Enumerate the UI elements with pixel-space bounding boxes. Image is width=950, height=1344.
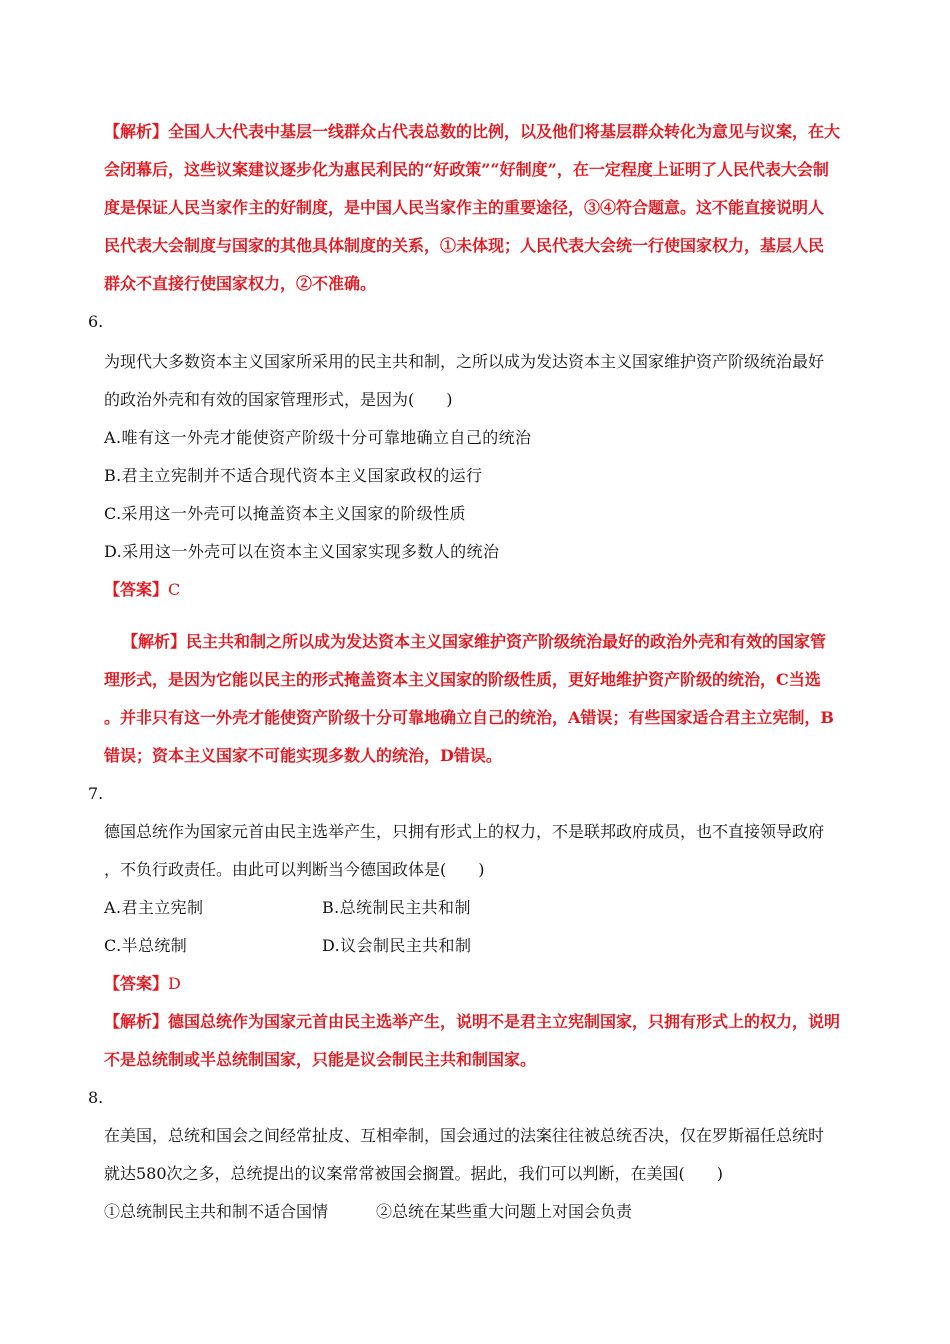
- q8-item-2: ②总统在某些重大问题上对国会负责: [376, 1202, 633, 1221]
- q7-stem-line-1: 德国总统作为国家元首由民主选举产生，只拥有形式上的权力，不是联邦政府成员，也不直接领导政府: [104, 822, 825, 841]
- q5-analysis-line-2: 会闭幕后，这些议案建议逐步化为惠民利民的“好政策”“好制度”，在一定程度上证明了人民代表大会制: [104, 160, 829, 179]
- q6-option-c: C.采用这一外壳可以掩盖资本主义国家的阶级性质: [104, 504, 466, 523]
- q7-option-c: C.半总统制: [104, 936, 188, 955]
- q6-stem-line-2: 的政治外壳和有效的国家管理形式，是因为( ): [104, 390, 453, 409]
- q5-analysis-line-4: 民代表大会制度与国家的其他具体制度的关系，①未体现；人民代表大会统一行使国家权力，基层人民: [104, 236, 825, 255]
- q6-answer: [104, 580, 180, 600]
- answer-value: C: [168, 580, 181, 599]
- q6-option-a: A.唯有这一外壳才能使资产阶级十分可靠地确立自己的统治: [104, 428, 532, 447]
- q6-analysis-line-3: 。并非只有这一外壳才能使资产阶级十分可靠地确立自己的统治，A错误；有些国家适合君主立宪制，B: [104, 708, 834, 727]
- question-number-8: 8.: [88, 1088, 104, 1107]
- q7-answer: [104, 974, 181, 994]
- q7-analysis-line-1: 【解析】德国总统作为国家元首由民主选举产生，说明不是君主立宪制国家，只拥有形式上的权力，说明: [104, 1012, 841, 1031]
- q6-analysis-line-1: 【解析】民主共和制之所以成为发达资本主义国家维护资产阶级统治最好的政治外壳和有效的国家管: [122, 632, 827, 651]
- q6-option-d: D.采用这一外壳可以在资本主义国家实现多数人的统治: [104, 542, 500, 561]
- q7-option-d: D.议会制民主共和制: [322, 936, 472, 955]
- q5-analysis-line-3: 度是保证人民当家作主的好制度，是中国人民当家作主的重要途径，③④符合题意。这不能直接说明人: [104, 198, 825, 217]
- question-number-7: 7.: [88, 784, 104, 803]
- answer-label: 【答案】: [104, 580, 169, 599]
- q6-analysis-line-2: 理形式，是因为它能以民主的形式掩盖资本主义国家的阶级性质，更好地维护资产阶级的统治，C当选: [104, 670, 821, 689]
- q6-analysis-line-4: 错误；资本主义国家不可能实现多数人的统治，D错误。: [104, 746, 502, 765]
- question-number-6: 6.: [88, 312, 104, 331]
- q7-stem-line-2: ，不负行政责任。由此可以判断当今德国政体是( ): [104, 860, 485, 879]
- q7-option-b: B.总统制民主共和制: [322, 898, 471, 917]
- answer-value: D: [168, 974, 181, 993]
- q6-stem-line-1: 为现代大多数资本主义国家所采用的民主共和制，之所以成为发达资本主义国家维护资产阶级统治最好: [104, 352, 825, 371]
- q7-option-a: A.君主立宪制: [104, 898, 204, 917]
- q7-analysis-line-2: 不是总统制或半总统制国家，只能是议会制民主共和制国家。: [104, 1050, 537, 1069]
- q5-analysis-line-1: 【解析】全国人大代表中基层一线群众占代表总数的比例，以及他们将基层群众转化为意见与议案，在大: [104, 122, 841, 141]
- q5-analysis-line-5: 群众不直接行使国家权力，②不准确。: [104, 274, 377, 293]
- q8-item-1: ①总统制民主共和制不适合国情: [104, 1202, 329, 1221]
- q6-option-b: B.君主立宪制并不适合现代资本主义国家政权的运行: [104, 466, 483, 485]
- q8-stem-line-1: 在美国，总统和国会之间经常扯皮、互相牵制，国会通过的法案往往被总统否决，仅在罗斯福任总统时: [104, 1126, 825, 1145]
- q8-stem-line-2: 就达580次之多，总统提出的议案常常被国会搁置。据此，我们可以判断，在美国( ): [104, 1164, 724, 1183]
- answer-label: 【答案】: [104, 974, 169, 993]
